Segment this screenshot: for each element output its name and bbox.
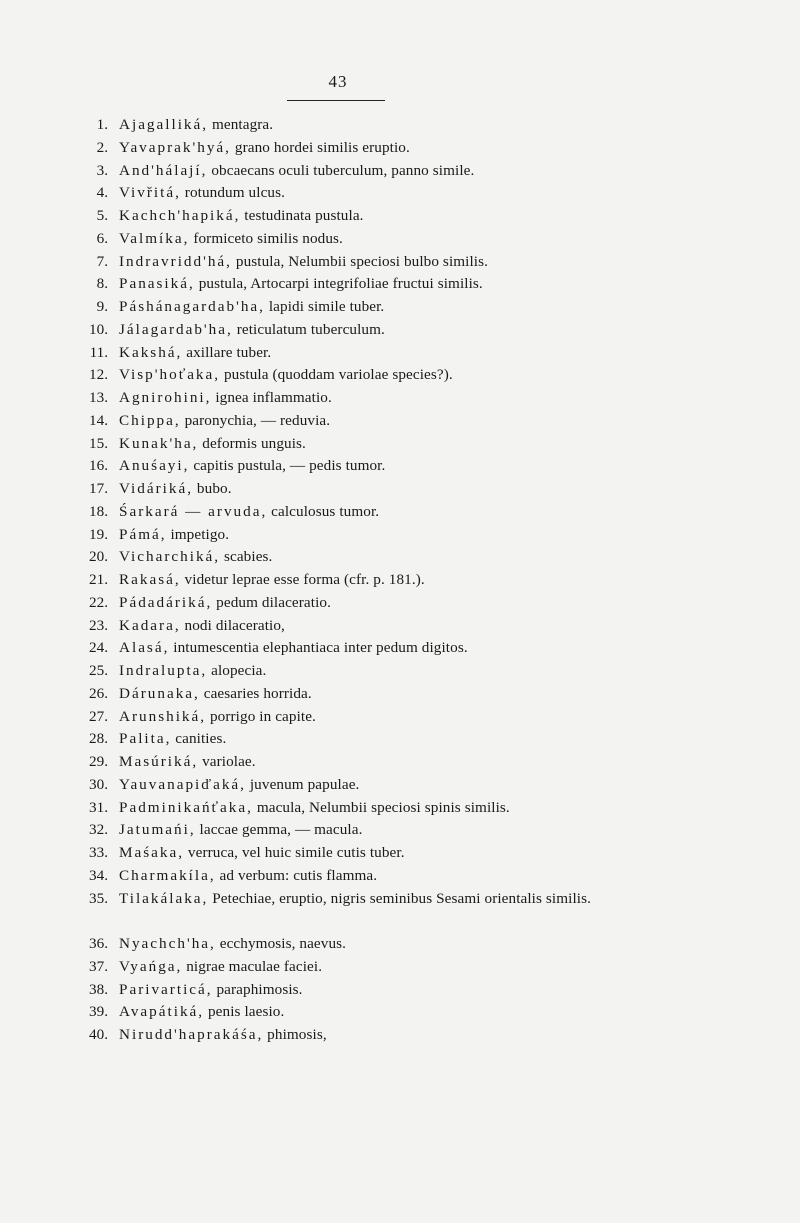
entry-gloss: obcaecans oculi tuberculum, panno simile. — [207, 161, 475, 179]
list-item — [0, 251, 800, 274]
entry-number: 39. — [89, 1003, 108, 1021]
entry-text — [119, 979, 629, 1002]
entry-term: Kadara, — [119, 616, 181, 634]
list-item — [0, 182, 800, 205]
list-item — [0, 615, 800, 638]
list-item — [0, 296, 800, 319]
entry-text — [119, 592, 629, 615]
entry-term: Vivřitá, — [119, 184, 181, 202]
entry-gloss: paronychia, — reduvia. — [180, 411, 331, 429]
entry-gloss: ad verbum: cutis flamma. — [215, 866, 378, 884]
entry-term: Yauvanapiďaká, — [119, 775, 246, 793]
entry-gloss: juvenum papulae. — [245, 775, 360, 793]
list-item — [0, 728, 800, 751]
entry-number: 21. — [89, 571, 108, 588]
entry-number: 1. — [96, 116, 108, 133]
entry-text — [119, 956, 629, 979]
entry-number: 22. — [89, 593, 108, 611]
entry-number: 29. — [89, 753, 108, 770]
entry-term: Kunak'ha, — [119, 434, 199, 452]
entry-term: Palita, — [119, 730, 172, 748]
list-item — [0, 751, 800, 774]
entry-term: Charmakíla, — [119, 866, 216, 884]
entry-term: Nyachch'ha, — [119, 935, 216, 952]
entry-number: 40. — [89, 1026, 108, 1043]
list-item — [0, 342, 800, 365]
entry-number: 31. — [89, 798, 108, 816]
list-item — [0, 319, 800, 342]
entry-text — [119, 524, 629, 547]
list-item — [0, 273, 800, 296]
entry-gloss: paraphimosis. — [212, 980, 303, 998]
entry-term: Avapátiká, — [119, 1003, 205, 1021]
entry-number: 14. — [89, 411, 108, 429]
entry-text — [119, 478, 629, 501]
entry-term: Vicharchiká, — [119, 548, 221, 566]
entry-term: And'hálají, — [119, 161, 208, 179]
entry-number: 25. — [89, 662, 108, 679]
entry-text — [119, 751, 629, 774]
entry-text — [119, 569, 629, 592]
entry-text — [119, 137, 629, 160]
entry-text — [119, 774, 629, 797]
list-item — [0, 979, 800, 1002]
list-item — [0, 1001, 800, 1024]
entry-number: 6. — [96, 229, 108, 247]
list-item — [0, 410, 800, 433]
entry-gloss: alopecia. — [207, 662, 267, 679]
entry-gloss: scabies. — [220, 548, 273, 566]
entry-gloss: verruca, vel huic simile cutis tuber. — [184, 844, 405, 861]
entry-term: Nirudd'haprakáśa, — [119, 1026, 264, 1043]
entry-term: Kachch'hapiká, — [119, 207, 241, 224]
list-item — [0, 569, 800, 592]
entry-term: Arunshiká, — [119, 707, 207, 725]
entry-gloss: Petechiae, eruptio, nigris seminibus Sesami orientalis similis. — [208, 889, 592, 907]
entry-term: Jálagardab'ha, — [119, 320, 233, 338]
entry-number: 13. — [89, 389, 108, 406]
entry-term: Vyańga, — [119, 957, 183, 975]
list-item — [0, 205, 800, 228]
entry-text — [119, 410, 629, 433]
entry-gloss: bubo. — [193, 480, 232, 497]
entry-text — [119, 683, 629, 706]
entry-gloss: lapidi simile tuber. — [264, 298, 385, 315]
entry-number: 3. — [96, 161, 108, 179]
entry-number: 30. — [89, 775, 108, 793]
entry-number: 27. — [89, 707, 108, 725]
entry-text — [119, 660, 629, 683]
entry-term: Indralupta, — [119, 662, 208, 679]
entry-list — [0, 114, 800, 1047]
entry-gloss: penis laesio. — [204, 1003, 285, 1021]
entry-number: 24. — [89, 639, 108, 657]
entry-number: 32. — [89, 821, 108, 839]
entry-number: 18. — [89, 502, 108, 520]
list-item — [0, 683, 800, 706]
entry-term: Rakasá, — [119, 571, 181, 588]
entry-term: Alasá, — [119, 639, 170, 657]
list-item — [0, 797, 800, 820]
entry-term: Padminikańťaka, — [119, 798, 253, 816]
entry-text — [119, 1001, 629, 1024]
list-item — [0, 387, 800, 410]
entry-term: Chippa, — [119, 411, 181, 429]
entry-number: 5. — [96, 207, 108, 224]
entry-term: Tilakálaka, — [119, 889, 209, 907]
page-number: 43 — [328, 72, 348, 91]
entry-number: 16. — [89, 457, 108, 475]
entry-gloss: pustula, Artocarpi integrifoliae fructui similis. — [194, 275, 483, 293]
entry-number: 34. — [89, 866, 108, 884]
entry-term: Yavaprak'hyá, — [119, 138, 231, 156]
list-item — [0, 819, 800, 842]
entry-text — [119, 615, 629, 638]
entry-text — [119, 637, 629, 660]
entry-number: 20. — [89, 548, 108, 566]
entry-gloss: intumescentia elephantiaca inter pedum digitos. — [169, 639, 468, 657]
entry-number: 33. — [89, 844, 108, 861]
entry-number: 37. — [89, 957, 108, 975]
entry-gloss: canities. — [171, 730, 227, 748]
entry-gloss: caesaries horrida. — [199, 684, 312, 702]
entry-term: Maśaka, — [119, 844, 185, 861]
entry-text — [119, 842, 629, 865]
entry-term: Agnirohini, — [119, 389, 212, 406]
entry-term: Śarkará — arvuda, — [119, 502, 268, 520]
list-item — [0, 956, 800, 979]
list-item — [0, 592, 800, 615]
entry-term: Visp'hoťaka, — [119, 366, 221, 384]
entry-number: 8. — [96, 275, 108, 293]
entry-term: Anuśayi, — [119, 457, 190, 475]
entry-gloss: ignea inflammatio. — [211, 389, 332, 406]
entry-text — [119, 888, 629, 911]
list-item — [0, 160, 800, 183]
entry-number: 38. — [89, 980, 108, 998]
entry-text — [119, 182, 629, 205]
entry-text — [119, 797, 629, 820]
list-item — [0, 888, 800, 934]
list-item — [0, 1024, 800, 1047]
entry-term: Indravridd'há, — [119, 252, 232, 270]
entry-gloss: phimosis, — [263, 1026, 327, 1043]
entry-number: 36. — [89, 935, 108, 952]
entry-gloss: formiceto similis nodus. — [189, 229, 343, 247]
entry-gloss: rotundum ulcus. — [180, 184, 286, 202]
list-item — [0, 478, 800, 501]
entry-gloss: macula, Nelumbii speciosi spinis similis. — [252, 798, 510, 816]
entry-gloss: mentagra. — [208, 116, 274, 133]
entry-gloss: nodi dilaceratio, — [180, 616, 285, 634]
entry-gloss: ecchymosis, naevus. — [215, 935, 347, 952]
entry-gloss: pedum dilaceratio. — [212, 593, 331, 611]
list-item — [0, 865, 800, 888]
entry-gloss: grano hordei similis eruptio. — [230, 138, 410, 156]
list-item — [0, 364, 800, 387]
entry-term: Páshánagardab'ha, — [119, 298, 265, 315]
entry-gloss: capitis pustula, — pedis tumor. — [189, 457, 386, 475]
entry-term: Pádadáriká, — [119, 593, 213, 611]
entry-text — [119, 342, 629, 365]
list-item — [0, 433, 800, 456]
entry-number: 23. — [89, 616, 108, 634]
header-rule — [287, 100, 385, 101]
list-item — [0, 137, 800, 160]
entry-gloss: impetigo. — [166, 525, 230, 543]
list-item — [0, 774, 800, 797]
entry-number: 2. — [96, 138, 108, 156]
entry-term: Vidáriká, — [119, 480, 194, 497]
entry-gloss: testudinata pustula. — [240, 207, 364, 224]
entry-text — [119, 501, 629, 524]
entry-number: 4. — [96, 184, 108, 202]
entry-gloss: variolae. — [198, 753, 256, 770]
entry-number: 7. — [96, 252, 108, 270]
entry-gloss: deformis unguis. — [198, 434, 306, 452]
entry-text — [119, 228, 629, 251]
entry-term: Dárunaka, — [119, 684, 200, 702]
entry-number: 26. — [89, 684, 108, 702]
entry-text — [119, 455, 629, 478]
entry-text — [119, 933, 629, 956]
entry-text — [119, 819, 629, 842]
entry-number: 28. — [89, 730, 108, 748]
entry-text — [119, 433, 629, 456]
entry-term: Jatumańi, — [119, 821, 196, 839]
entry-gloss: pustula, Nelumbii speciosi bulbo similis. — [231, 252, 489, 270]
entry-gloss: videtur leprae esse forma (cfr. p. 181.). — [180, 571, 425, 588]
entry-term: Kakshá, — [119, 343, 183, 361]
entry-term: Valmíka, — [119, 229, 190, 247]
list-item — [0, 524, 800, 547]
entry-number: 15. — [89, 434, 108, 452]
entry-term: Panasiká, — [119, 275, 195, 293]
list-item — [0, 501, 800, 524]
entry-gloss: calculosus tumor. — [267, 502, 380, 520]
entry-term: Ajagalliká, — [119, 116, 209, 133]
list-item — [0, 660, 800, 683]
entry-text — [119, 273, 629, 296]
list-item — [0, 637, 800, 660]
list-item — [0, 228, 800, 251]
list-item — [0, 933, 800, 956]
entry-text — [119, 296, 629, 319]
entry-number: 11. — [89, 343, 108, 361]
entry-text — [119, 1024, 629, 1047]
entry-text — [119, 364, 629, 387]
entry-gloss: nigrae maculae faciei. — [182, 957, 323, 975]
entry-number: 35. — [89, 889, 108, 907]
entry-number: 9. — [96, 298, 108, 315]
entry-text — [119, 546, 629, 569]
entry-gloss: axillare tuber. — [182, 343, 272, 361]
entry-text — [119, 319, 629, 342]
entry-text — [119, 728, 629, 751]
entry-text — [119, 706, 629, 729]
entry-gloss: pustula (quoddam variolae species?). — [220, 366, 453, 384]
entry-text — [119, 205, 629, 228]
list-item — [0, 455, 800, 478]
entry-number: 19. — [89, 525, 108, 543]
list-item — [0, 842, 800, 865]
list-item — [0, 114, 800, 137]
entry-text — [119, 251, 629, 274]
entry-text — [119, 387, 629, 410]
entry-gloss: laccae gemma, — macula. — [195, 821, 363, 839]
entry-number: 17. — [89, 480, 108, 497]
list-item — [0, 546, 800, 569]
entry-term: Masúriká, — [119, 753, 199, 770]
entry-number: 12. — [89, 366, 108, 384]
entry-term: Parivarticá, — [119, 980, 213, 998]
entry-text — [119, 114, 629, 137]
entry-number: 10. — [89, 320, 108, 338]
entry-text — [119, 865, 629, 888]
entry-text — [119, 160, 629, 183]
entry-gloss: reticulatum tuberculum. — [232, 320, 385, 338]
entry-gloss: porrigo in capite. — [206, 707, 316, 725]
entry-term: Pámá, — [119, 525, 167, 543]
list-item — [0, 706, 800, 729]
